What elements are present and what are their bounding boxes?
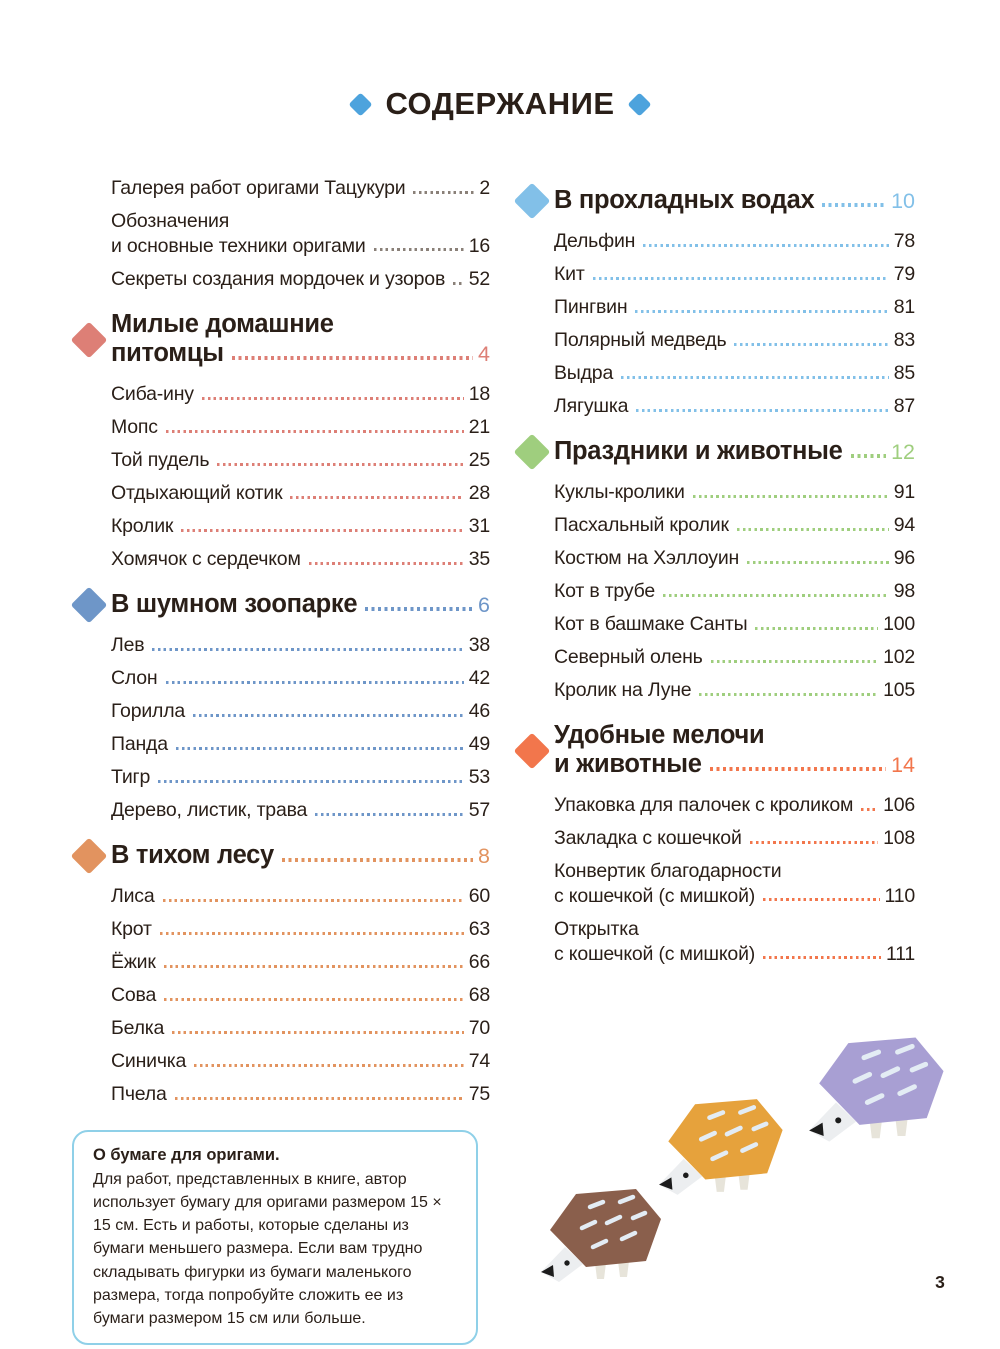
toc-item-label: с кошечкой (с мишкой) [554, 942, 756, 965]
toc-item-label: Кролик на Луне [554, 679, 692, 701]
dotted-leader [181, 529, 463, 532]
toc-item-page: 28 [468, 482, 490, 504]
dotted-leader [755, 627, 878, 630]
section-header [72, 310, 490, 369]
toc-item [554, 542, 915, 575]
section-dotted-leader [282, 858, 473, 862]
hedgehog-purple [809, 1037, 943, 1141]
toc-item-label: Закладка с кошечкой [554, 827, 742, 849]
toc-item-label: Отдыхающий котик [111, 482, 283, 504]
section-page: 8 [478, 844, 490, 868]
toc-item-label: Панда [111, 733, 168, 755]
dotted-leader [158, 780, 464, 783]
toc-item [111, 1012, 490, 1045]
dotted-leader [193, 714, 464, 717]
toc-item [554, 608, 915, 641]
page-title: СОДЕРЖАНИЕ [385, 86, 615, 121]
section-diamond-icon [71, 321, 108, 358]
toc-item [111, 205, 490, 263]
dotted-leader [636, 409, 888, 412]
toc-item [554, 476, 915, 509]
dotted-leader [374, 248, 464, 251]
dotted-leader [737, 528, 889, 531]
section-dotted-leader [232, 356, 473, 360]
dotted-leader [172, 1031, 464, 1034]
toc-item-label: Ёжик [111, 951, 156, 973]
toc-item-page: 85 [893, 362, 915, 384]
toc-item-label: Мопс [111, 416, 158, 438]
toc-item [554, 822, 915, 855]
section-title: В прохладных водах [554, 186, 815, 214]
section-title: и животные [554, 750, 702, 778]
toc-item-label: Синичка [111, 1050, 187, 1072]
toc-item-label: Сиба-ину [111, 383, 194, 405]
toc-item [554, 789, 915, 822]
page-header [0, 86, 1000, 122]
dotted-leader [699, 693, 878, 696]
section-dotted-leader [822, 203, 886, 207]
toc-item [111, 695, 490, 728]
section-items [111, 880, 490, 1111]
toc-item-label: Дельфин [554, 230, 636, 252]
folio-page-number: 3 [935, 1272, 945, 1292]
section-items [554, 225, 915, 423]
toc-item-page: 49 [468, 733, 490, 755]
toc-item-label: Куклы-кролики [554, 481, 685, 503]
section-items [111, 378, 490, 576]
toc-item-label: с кошечкой (с мишкой) [554, 884, 756, 907]
dotted-leader [152, 648, 463, 651]
section-page: 14 [891, 753, 915, 777]
section-diamond-icon [71, 838, 108, 875]
toc-item-page: 78 [893, 230, 915, 252]
dotted-leader [734, 343, 888, 346]
dotted-leader [593, 277, 889, 280]
toc-item-label: Лев [111, 634, 145, 656]
toc-item-page: 66 [468, 951, 490, 973]
section-title: В тихом лесу [111, 841, 274, 869]
toc-item-label: Выдра [554, 362, 614, 384]
toc-item-label: Хомячок с сердечком [111, 548, 301, 570]
toc-item-page: 91 [893, 481, 915, 503]
dotted-leader [453, 282, 464, 285]
toc-item-page: 98 [893, 580, 915, 602]
dotted-leader [413, 191, 474, 194]
toc-item [111, 979, 490, 1012]
section-diamond-icon [514, 183, 551, 220]
toc-item [111, 477, 490, 510]
toc-item [554, 575, 915, 608]
dotted-leader [763, 898, 879, 901]
dotted-leader [621, 376, 889, 379]
toc-item [111, 378, 490, 411]
toc-item-page: 75 [468, 1083, 490, 1105]
toc-item-label: Слон [111, 667, 158, 689]
toc-item-page: 42 [468, 667, 490, 689]
toc-item [554, 357, 915, 390]
toc-item-label: Тигр [111, 766, 151, 788]
toc-item-page: 38 [468, 634, 490, 656]
section-header [515, 721, 915, 780]
dotted-leader [202, 397, 464, 400]
toc-item-label: и основные техники оригами [111, 234, 366, 257]
section-title-line1: Удобные мелочи [554, 721, 765, 749]
section-page: 4 [478, 342, 490, 366]
toc-section [72, 310, 490, 576]
section-title: Праздники и животные [554, 437, 843, 465]
toc-item-page: 94 [893, 514, 915, 536]
toc-item-label: Секреты создания мордочек и узоров [111, 268, 446, 290]
toc-section [515, 721, 915, 971]
dotted-leader [643, 244, 888, 247]
section-header [72, 841, 490, 871]
toc-item-preline: Открытка [554, 918, 639, 940]
toc-item-page: 16 [468, 234, 490, 257]
toc-item-label: Лиса [111, 885, 155, 907]
toc-item [111, 629, 490, 662]
toc-item-label: Пасхальный кролик [554, 514, 729, 536]
toc-section [515, 186, 915, 423]
toc-item-page: 25 [468, 449, 490, 471]
title-diamond-left-icon [349, 92, 373, 116]
dotted-leader [711, 660, 878, 663]
dotted-leader [176, 747, 464, 750]
toc-item-page: 60 [468, 885, 490, 907]
info-box-body: Для работ, представленных в книге, автор использует бумагу для оригами размером 15 × 15 см. Есть и работы, которые сделаны из бумаги меньшего размера. Если вам трудно складывать фигурки из бумаги маленького размера, тогда попробуйте сложить ее из бумаги размером 15 см или больше. [93, 1170, 442, 1328]
toc-item [554, 258, 915, 291]
toc-item-label: Дерево, листик, трава [111, 799, 308, 821]
toc-item-page: 35 [468, 548, 490, 570]
section-header [72, 590, 490, 620]
toc-item [111, 946, 490, 979]
toc-item-label: Лягушка [554, 395, 629, 417]
left-column [72, 172, 490, 1111]
toc-item-label: Северный олень [554, 646, 703, 668]
dotted-leader [160, 932, 464, 935]
toc-item-page: 105 [883, 679, 915, 701]
toc-item-page: 79 [893, 263, 915, 285]
toc-item [111, 510, 490, 543]
dotted-leader [763, 956, 881, 959]
toc-item [554, 324, 915, 357]
dotted-leader [747, 561, 889, 564]
toc-item-page: 31 [468, 515, 490, 537]
toc-item-page: 74 [468, 1050, 490, 1072]
right-column [515, 172, 915, 971]
toc-item-page: 106 [883, 794, 915, 816]
dotted-leader [309, 562, 464, 565]
section-title: питомцы [111, 339, 224, 367]
dotted-leader [750, 841, 878, 844]
toc-item [111, 543, 490, 576]
info-box-title: О бумаге для оригами. [93, 1146, 280, 1164]
toc-item-page: 96 [893, 547, 915, 569]
toc-item-label: Полярный медведь [554, 329, 727, 351]
toc-item-page: 108 [883, 827, 915, 849]
toc-item [111, 263, 490, 296]
toc-item [554, 225, 915, 258]
section-items [554, 476, 915, 707]
toc-item-page: 111 [885, 942, 915, 965]
toc-item-page: 57 [468, 799, 490, 821]
toc-item [554, 291, 915, 324]
toc-section [515, 437, 915, 707]
toc-item [554, 913, 915, 971]
section-page: 6 [478, 593, 490, 617]
toc-item [554, 855, 915, 913]
toc-item-label: Галерея работ оригами Тацукури [111, 177, 406, 199]
hedgehog-orange [659, 1099, 783, 1195]
section-diamond-icon [71, 587, 108, 624]
toc-item-label: Пингвин [554, 296, 628, 318]
toc-item-page: 100 [883, 613, 915, 635]
toc-item [111, 794, 490, 827]
dotted-leader [166, 430, 464, 433]
toc-item-label: Костюм на Хэллоуин [554, 547, 740, 569]
section-page: 12 [891, 440, 915, 464]
dotted-leader [635, 310, 888, 313]
toc-item-page: 81 [893, 296, 915, 318]
dotted-leader [194, 1064, 464, 1067]
toc-item-page: 68 [468, 984, 490, 1006]
section-items [554, 789, 915, 971]
toc-item [111, 1045, 490, 1078]
toc-item [111, 761, 490, 794]
toc-item-page: 110 [884, 884, 915, 907]
toc-item [554, 390, 915, 423]
toc-item-label: Кит [554, 263, 585, 285]
toc-item-label: Пчела [111, 1083, 167, 1105]
toc-item-page: 2 [479, 177, 490, 199]
toc-item-preline: Конвертик благодарности [554, 860, 782, 882]
toc-item-label: Сова [111, 984, 157, 1006]
dotted-leader [315, 813, 464, 816]
title-diamond-right-icon [627, 92, 651, 116]
toc-item-preline: Обозначения [111, 210, 230, 232]
section-dotted-leader [365, 607, 473, 611]
section-dotted-leader [851, 454, 887, 458]
toc-section [72, 590, 490, 827]
left-sections [72, 310, 490, 1111]
section-page: 10 [891, 189, 915, 213]
toc-item [554, 674, 915, 707]
section-diamond-icon [514, 732, 551, 769]
section-title: В шумном зоопарке [111, 590, 358, 618]
origami-hedgehogs-photo [520, 1015, 980, 1315]
toc-item [111, 172, 490, 205]
toc-item-label: Упаковка для палочек с кроликом [554, 794, 854, 816]
dotted-leader [163, 899, 464, 902]
section-header [515, 437, 915, 467]
toc-item-page: 83 [893, 329, 915, 351]
right-sections [515, 186, 915, 971]
toc-item-label: Горилла [111, 700, 186, 722]
dotted-leader [166, 681, 464, 684]
toc-item-page: 53 [468, 766, 490, 788]
toc-item-label: Кот в башмаке Санты [554, 613, 748, 635]
toc-item [111, 411, 490, 444]
section-dotted-leader [710, 767, 886, 771]
section-title-line1: Милые домашние [111, 310, 334, 338]
section-header [515, 186, 915, 216]
hedgehog-brown [541, 1189, 661, 1282]
toc-item [111, 880, 490, 913]
toc-item [111, 728, 490, 761]
toc-item-label: Белка [111, 1017, 165, 1039]
section-diamond-icon [514, 434, 551, 471]
dotted-leader [290, 496, 463, 499]
dotted-leader [663, 594, 889, 597]
toc-item-page: 70 [468, 1017, 490, 1039]
dotted-leader [217, 463, 463, 466]
toc-item [554, 641, 915, 674]
toc-item [554, 509, 915, 542]
toc-item-page: 18 [468, 383, 490, 405]
toc-item-label: Крот [111, 918, 152, 940]
toc-section [72, 841, 490, 1111]
section-items [111, 629, 490, 827]
toc-item [111, 913, 490, 946]
toc-item-page: 102 [883, 646, 915, 668]
dotted-leader [693, 495, 889, 498]
dotted-leader [164, 965, 464, 968]
dotted-leader [861, 808, 878, 811]
paper-info-box [72, 1130, 478, 1345]
toc-item-page: 63 [468, 918, 490, 940]
toc-item-page: 52 [468, 268, 490, 290]
toc-item [111, 1078, 490, 1111]
toc-item-label: Той пудель [111, 449, 210, 471]
toc-item [111, 444, 490, 477]
dotted-leader [164, 998, 464, 1001]
toc-item [111, 662, 490, 695]
toc-item-label: Кролик [111, 515, 174, 537]
dotted-leader [175, 1097, 464, 1100]
toc-item-page: 21 [468, 416, 490, 438]
intro-items [111, 172, 490, 296]
toc-item-page: 46 [468, 700, 490, 722]
toc-item-page: 87 [893, 395, 915, 417]
toc-item-label: Кот в трубе [554, 580, 656, 602]
